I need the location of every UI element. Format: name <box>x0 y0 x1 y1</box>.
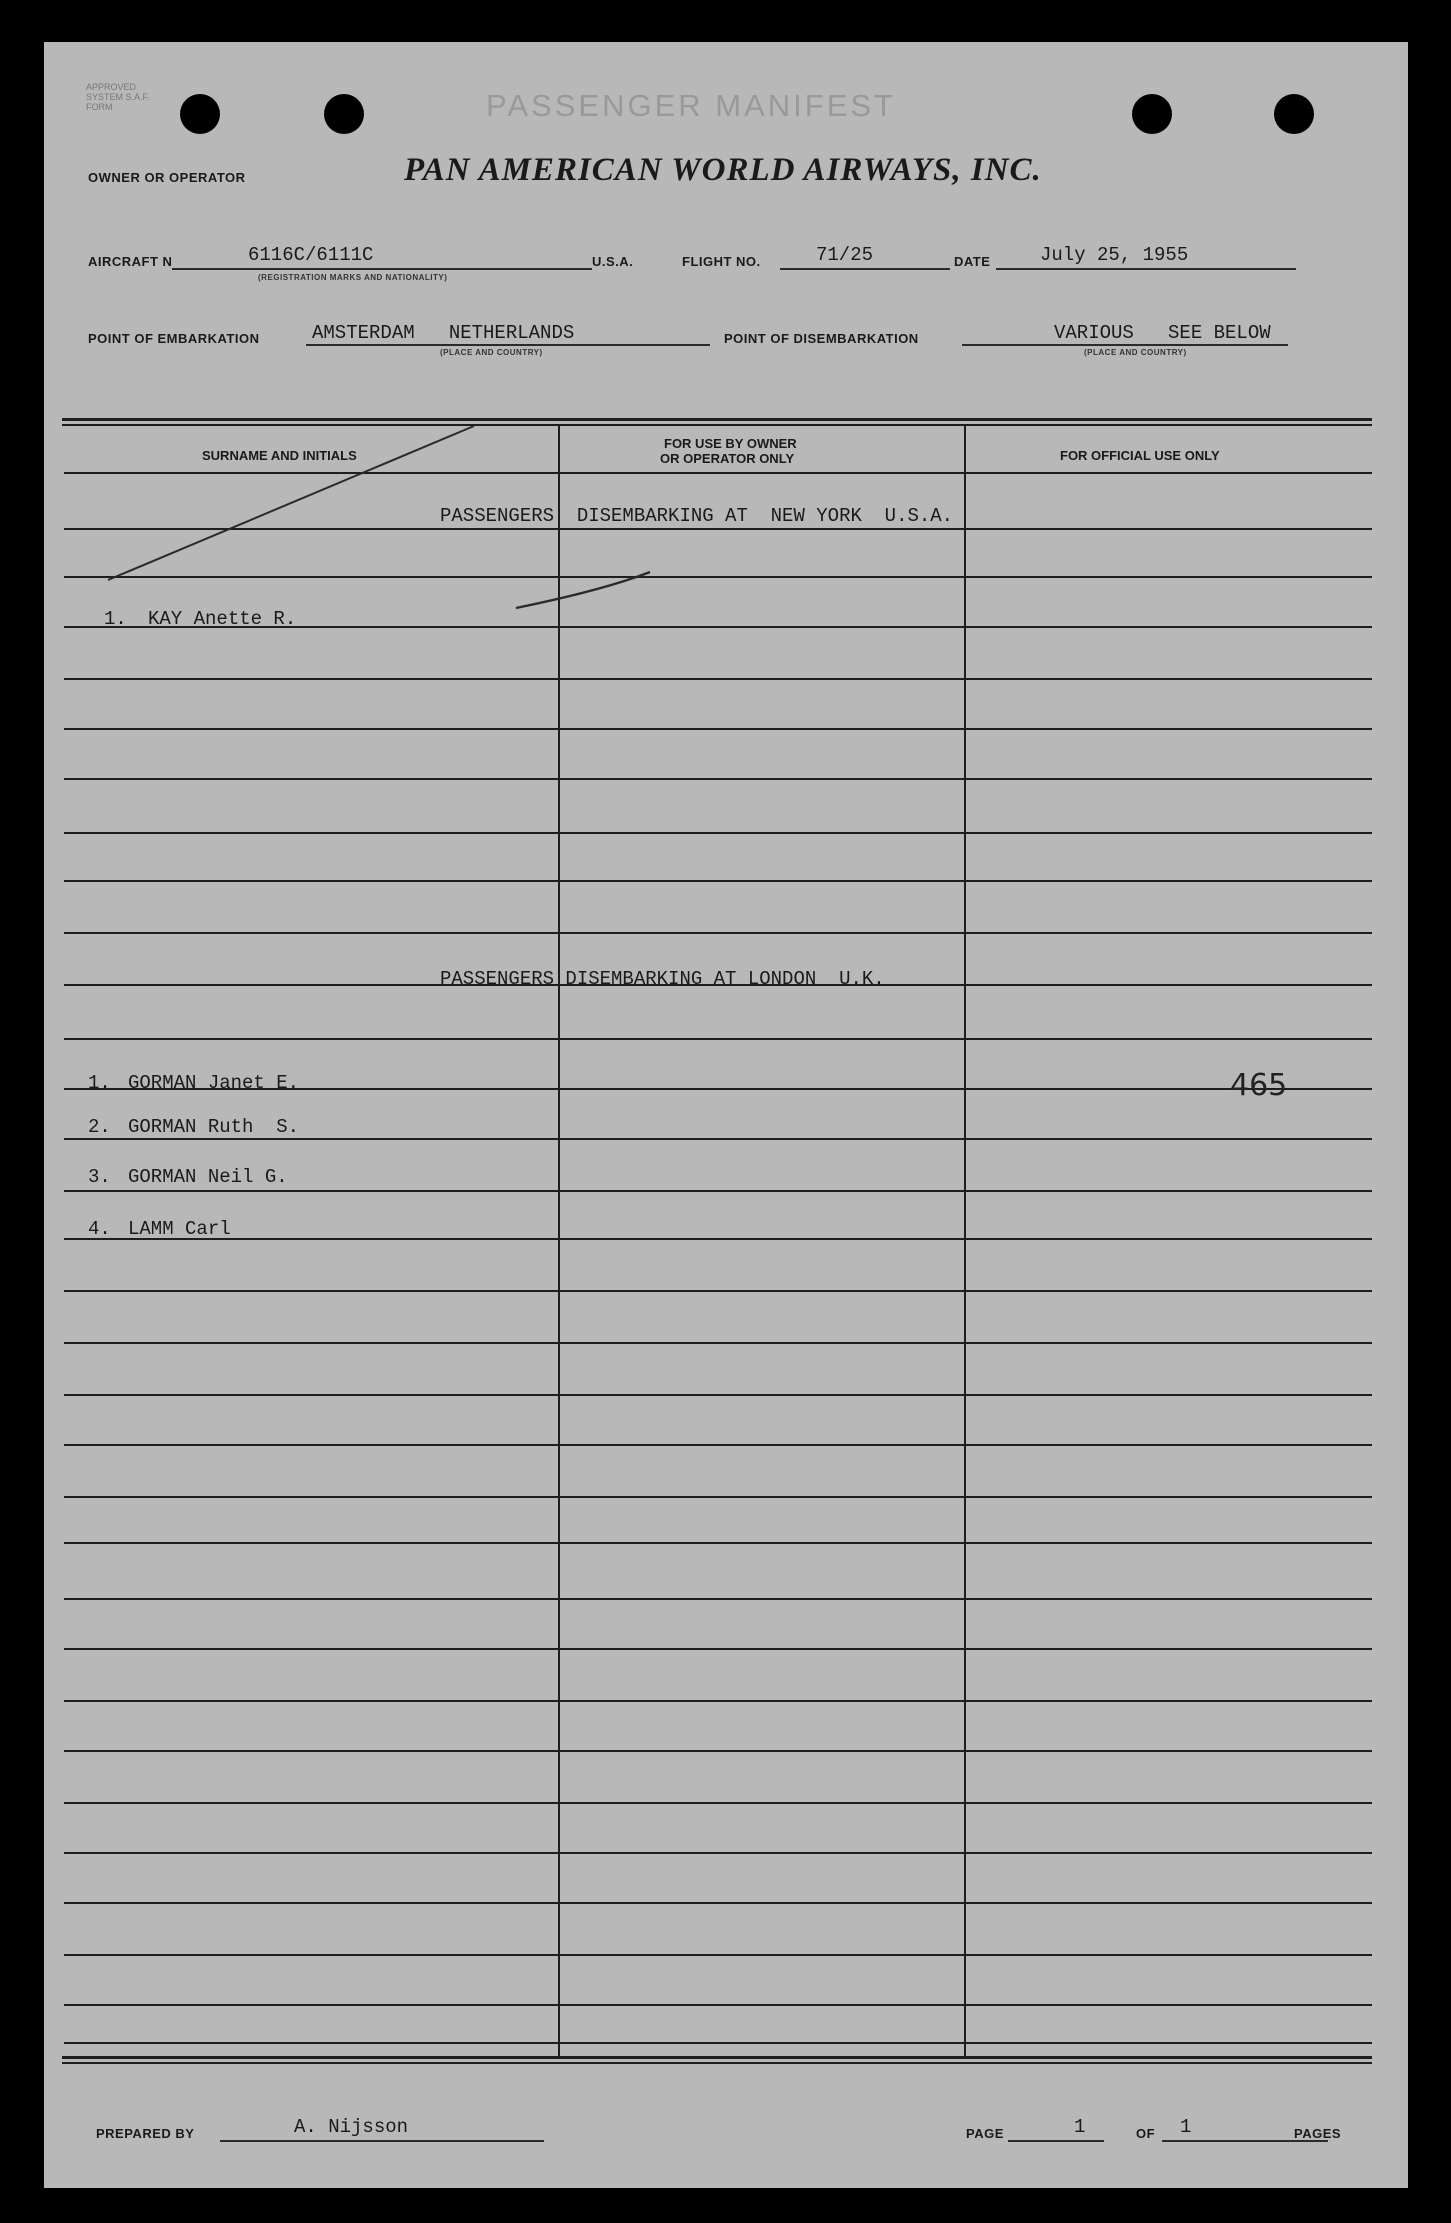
disembarkation-sub-label: (PLACE AND COUNTRY) <box>1084 348 1187 357</box>
official-note: 465 <box>1230 1068 1288 1103</box>
page-label: PAGE <box>966 2126 1004 2141</box>
manifest-page <box>44 42 1408 2188</box>
passenger-name: GORMAN Neil G. <box>128 1166 288 1188</box>
embarkation-sub-label: (PLACE AND COUNTRY) <box>440 348 543 357</box>
passenger-number: 2. <box>88 1116 111 1138</box>
of-value: 1 <box>1180 2116 1192 2138</box>
page-underline <box>1008 2140 1104 2142</box>
of-label: OF <box>1136 2126 1156 2141</box>
company-name: PAN AMERICAN WORLD AIRWAYS, INC. <box>404 152 1042 188</box>
line-out-mark <box>44 42 1408 2188</box>
owner-use-header-2: OR OPERATOR ONLY <box>660 451 795 466</box>
flight-label: FLIGHT NO. <box>682 254 761 269</box>
aircraft-sub-label: (REGISTRATION MARKS AND NATIONALITY) <box>258 273 448 282</box>
pages-label: PAGES <box>1294 2126 1342 2141</box>
owner-use-header-1: FOR USE BY OWNER <box>664 436 797 451</box>
disembarkation-label: POINT OF DISEMBARKATION <box>724 331 919 346</box>
section-heading-london: PASSENGERS DISEMBARKING AT LONDON U.K. <box>440 968 885 990</box>
prepared-by-label: PREPARED BY <box>96 2126 195 2141</box>
table-bottom-rule <box>62 2056 1372 2059</box>
prepared-by-value: A. Nijsson <box>294 2116 409 2138</box>
passenger-number: 3. <box>88 1166 111 1188</box>
approved-stamp: APPROVED SYSTEM S.A.F. FORM <box>86 82 150 112</box>
page-value: 1 <box>1074 2116 1086 2138</box>
prepared-by-underline <box>220 2140 544 2142</box>
aircraft-value: 6116C/6111C <box>248 244 374 266</box>
country-label: U.S.A. <box>592 254 634 269</box>
embarkation-value: AMSTERDAM NETHERLANDS <box>312 322 575 344</box>
date-label: DATE <box>954 254 991 269</box>
form-title: PASSENGER MANIFEST <box>486 88 896 123</box>
table-bottom-rule-2 <box>62 2062 1372 2064</box>
embarkation-label: POINT OF EMBARKATION <box>88 331 260 346</box>
passenger-name: GORMAN Ruth S. <box>128 1116 300 1138</box>
passenger-name: KAY Anette R. <box>148 608 297 630</box>
official-use-header: FOR OFFICIAL USE ONLY <box>1060 448 1220 463</box>
date-value: July 25, 1955 <box>1040 244 1189 266</box>
passenger-number: 1. <box>88 1072 111 1094</box>
passenger-name: GORMAN Janet E. <box>128 1072 300 1094</box>
passenger-name: LAMM Carl <box>128 1218 231 1240</box>
passenger-number: 1. <box>104 608 127 630</box>
aircraft-label: AIRCRAFT N <box>88 254 173 269</box>
disembarkation-value: VARIOUS SEE BELOW <box>1054 322 1271 344</box>
passenger-number: 4. <box>88 1218 111 1240</box>
flight-value: 71/25 <box>816 244 874 266</box>
owner-label: OWNER OR OPERATOR <box>88 170 246 185</box>
surname-column-header: SURNAME AND INITIALS <box>202 448 357 463</box>
section-heading-new-york: PASSENGERS DISEMBARKING AT NEW YORK U.S.A. <box>440 505 954 527</box>
